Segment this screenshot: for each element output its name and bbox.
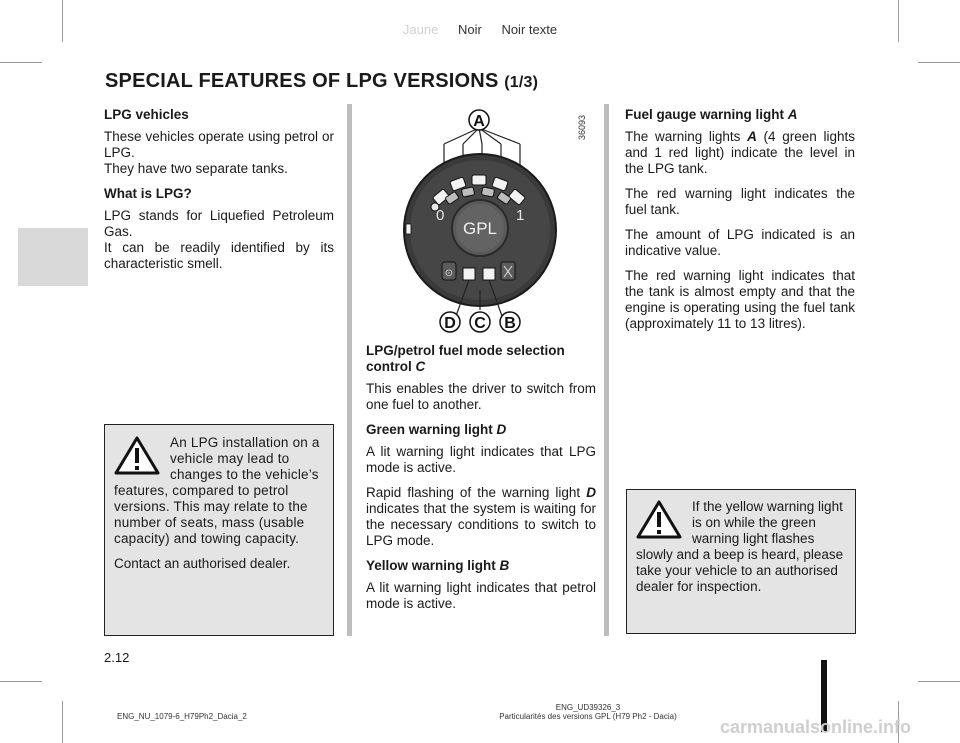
paragraph: A lit warning light indicates that petrol mode is active. <box>366 580 596 611</box>
paragraph: A lit warning light indicates that LPG mode is active. <box>366 444 596 475</box>
heading-fuel-mode-control <box>366 343 596 375</box>
page-title <box>105 70 538 93</box>
text: Particularités des versions GPL (H79 Ph2 - Dacia) <box>499 712 677 721</box>
ref-letter: B <box>499 558 510 573</box>
paragraph <box>366 485 596 549</box>
crop-mark <box>0 681 42 682</box>
right-column <box>625 107 855 341</box>
label-d: D <box>444 315 456 332</box>
column-separator <box>604 104 609 636</box>
warning-triangle-icon <box>636 499 682 539</box>
paragraph: The red warning light indicates the fuel tank. <box>625 186 855 217</box>
heading-green-light <box>366 422 596 438</box>
label-zero: 0 <box>436 207 445 224</box>
warning-box-right <box>626 489 856 634</box>
paragraph: This enables the driver to switch from one fuel to another. <box>366 381 596 412</box>
ref-letter: D <box>496 422 507 437</box>
text: The warning lights <box>625 129 741 144</box>
text: LPG/petrol fuel mode selection control <box>366 343 565 374</box>
paragraph: The amount of LPG indicated is an indicative value. <box>625 227 855 258</box>
text: It can be readily identified by its characteristic smell. <box>104 240 334 271</box>
warning-text: An LPG installation on a vehicle may lead to changes to the vehicle’s features, compared to petrol versions. This may relate to the number of seats, mass (usable capacity) and towing capacity. <box>114 435 320 546</box>
text: indicates that the system is waiting for the necessary conditions to switch to LPG mode. <box>366 501 596 548</box>
ref-letter: A <box>747 129 757 144</box>
footer-code-left: ENG_NU_1079-6_H79Ph2_Dacia_2 <box>117 712 247 721</box>
text: Green warning light <box>366 422 493 437</box>
crop-mark <box>0 62 42 63</box>
heading-what-is-lpg: What is LPG? <box>104 186 192 201</box>
ref-letter: D <box>586 485 596 500</box>
paragraph <box>104 129 334 177</box>
heading-yellow-light <box>366 558 596 574</box>
page-number: 2.12 <box>104 650 130 665</box>
crop-mark <box>918 62 960 63</box>
middle-column <box>366 343 596 621</box>
print-color-marks <box>0 22 960 37</box>
mark-jaune: Jaune <box>402 22 439 37</box>
crop-mark <box>918 681 960 682</box>
label-b: B <box>504 315 516 332</box>
label-a: A <box>473 113 485 130</box>
chapter-tab <box>18 228 88 286</box>
text: Yellow warning light <box>366 558 496 573</box>
label-gpl: GPL <box>462 219 498 238</box>
ref-letter: C <box>415 359 426 374</box>
lpg-control-diagram <box>388 104 598 339</box>
paragraph <box>625 129 855 177</box>
paragraph: The red warning light indicates that the tank is almost empty and that the engine is operating using the fuel tank (approximately 11 to 13 litres). <box>625 268 855 331</box>
crop-mark <box>62 701 63 743</box>
text: ENG_UD39326_3 <box>555 703 621 712</box>
text: Rapid flashing of the warning light <box>366 485 581 500</box>
text: LPG stands for Liquefied Petroleum Gas. <box>104 208 334 239</box>
lpg-symbol-icon: ⊙ <box>444 268 454 279</box>
page-title-part: (1/3) <box>504 74 539 91</box>
left-column <box>104 107 334 281</box>
watermark: carmanualsonline.info <box>720 717 912 737</box>
footer-code-right <box>478 703 698 721</box>
mark-noir-texte: Noir texte <box>501 22 558 37</box>
label-c: C <box>474 315 486 332</box>
warning-box-left <box>104 424 334 636</box>
warning-text: If the yellow warning light is on while the green warning light flashes slowly and a beep is heard, please take your vehicle to an authorised dealer for inspection. <box>636 499 844 594</box>
text: These vehicles operate using petrol or LPG. <box>104 129 334 160</box>
text: Fuel gauge warning light <box>625 107 785 122</box>
lpg-switch-illustration <box>388 104 598 339</box>
label-one: 1 <box>516 207 525 224</box>
ref-letter: A <box>787 107 798 122</box>
column-separator <box>347 104 352 636</box>
paragraph <box>104 208 334 272</box>
figure-reference-number: 36093 <box>577 114 587 140</box>
text: They have two separate tanks. <box>104 161 288 176</box>
page-title-main: SPECIAL FEATURES OF LPG VERSIONS <box>105 70 499 92</box>
mark-noir: Noir <box>457 22 482 37</box>
text: (4 green lights and 1 red light) indicate the level in the LPG tank. <box>625 129 855 176</box>
heading-fuel-gauge <box>625 107 855 123</box>
warning-text: Contact an authorised dealer. <box>114 556 291 571</box>
heading-lpg-vehicles: LPG vehicles <box>104 107 189 122</box>
warning-triangle-icon <box>114 435 160 475</box>
